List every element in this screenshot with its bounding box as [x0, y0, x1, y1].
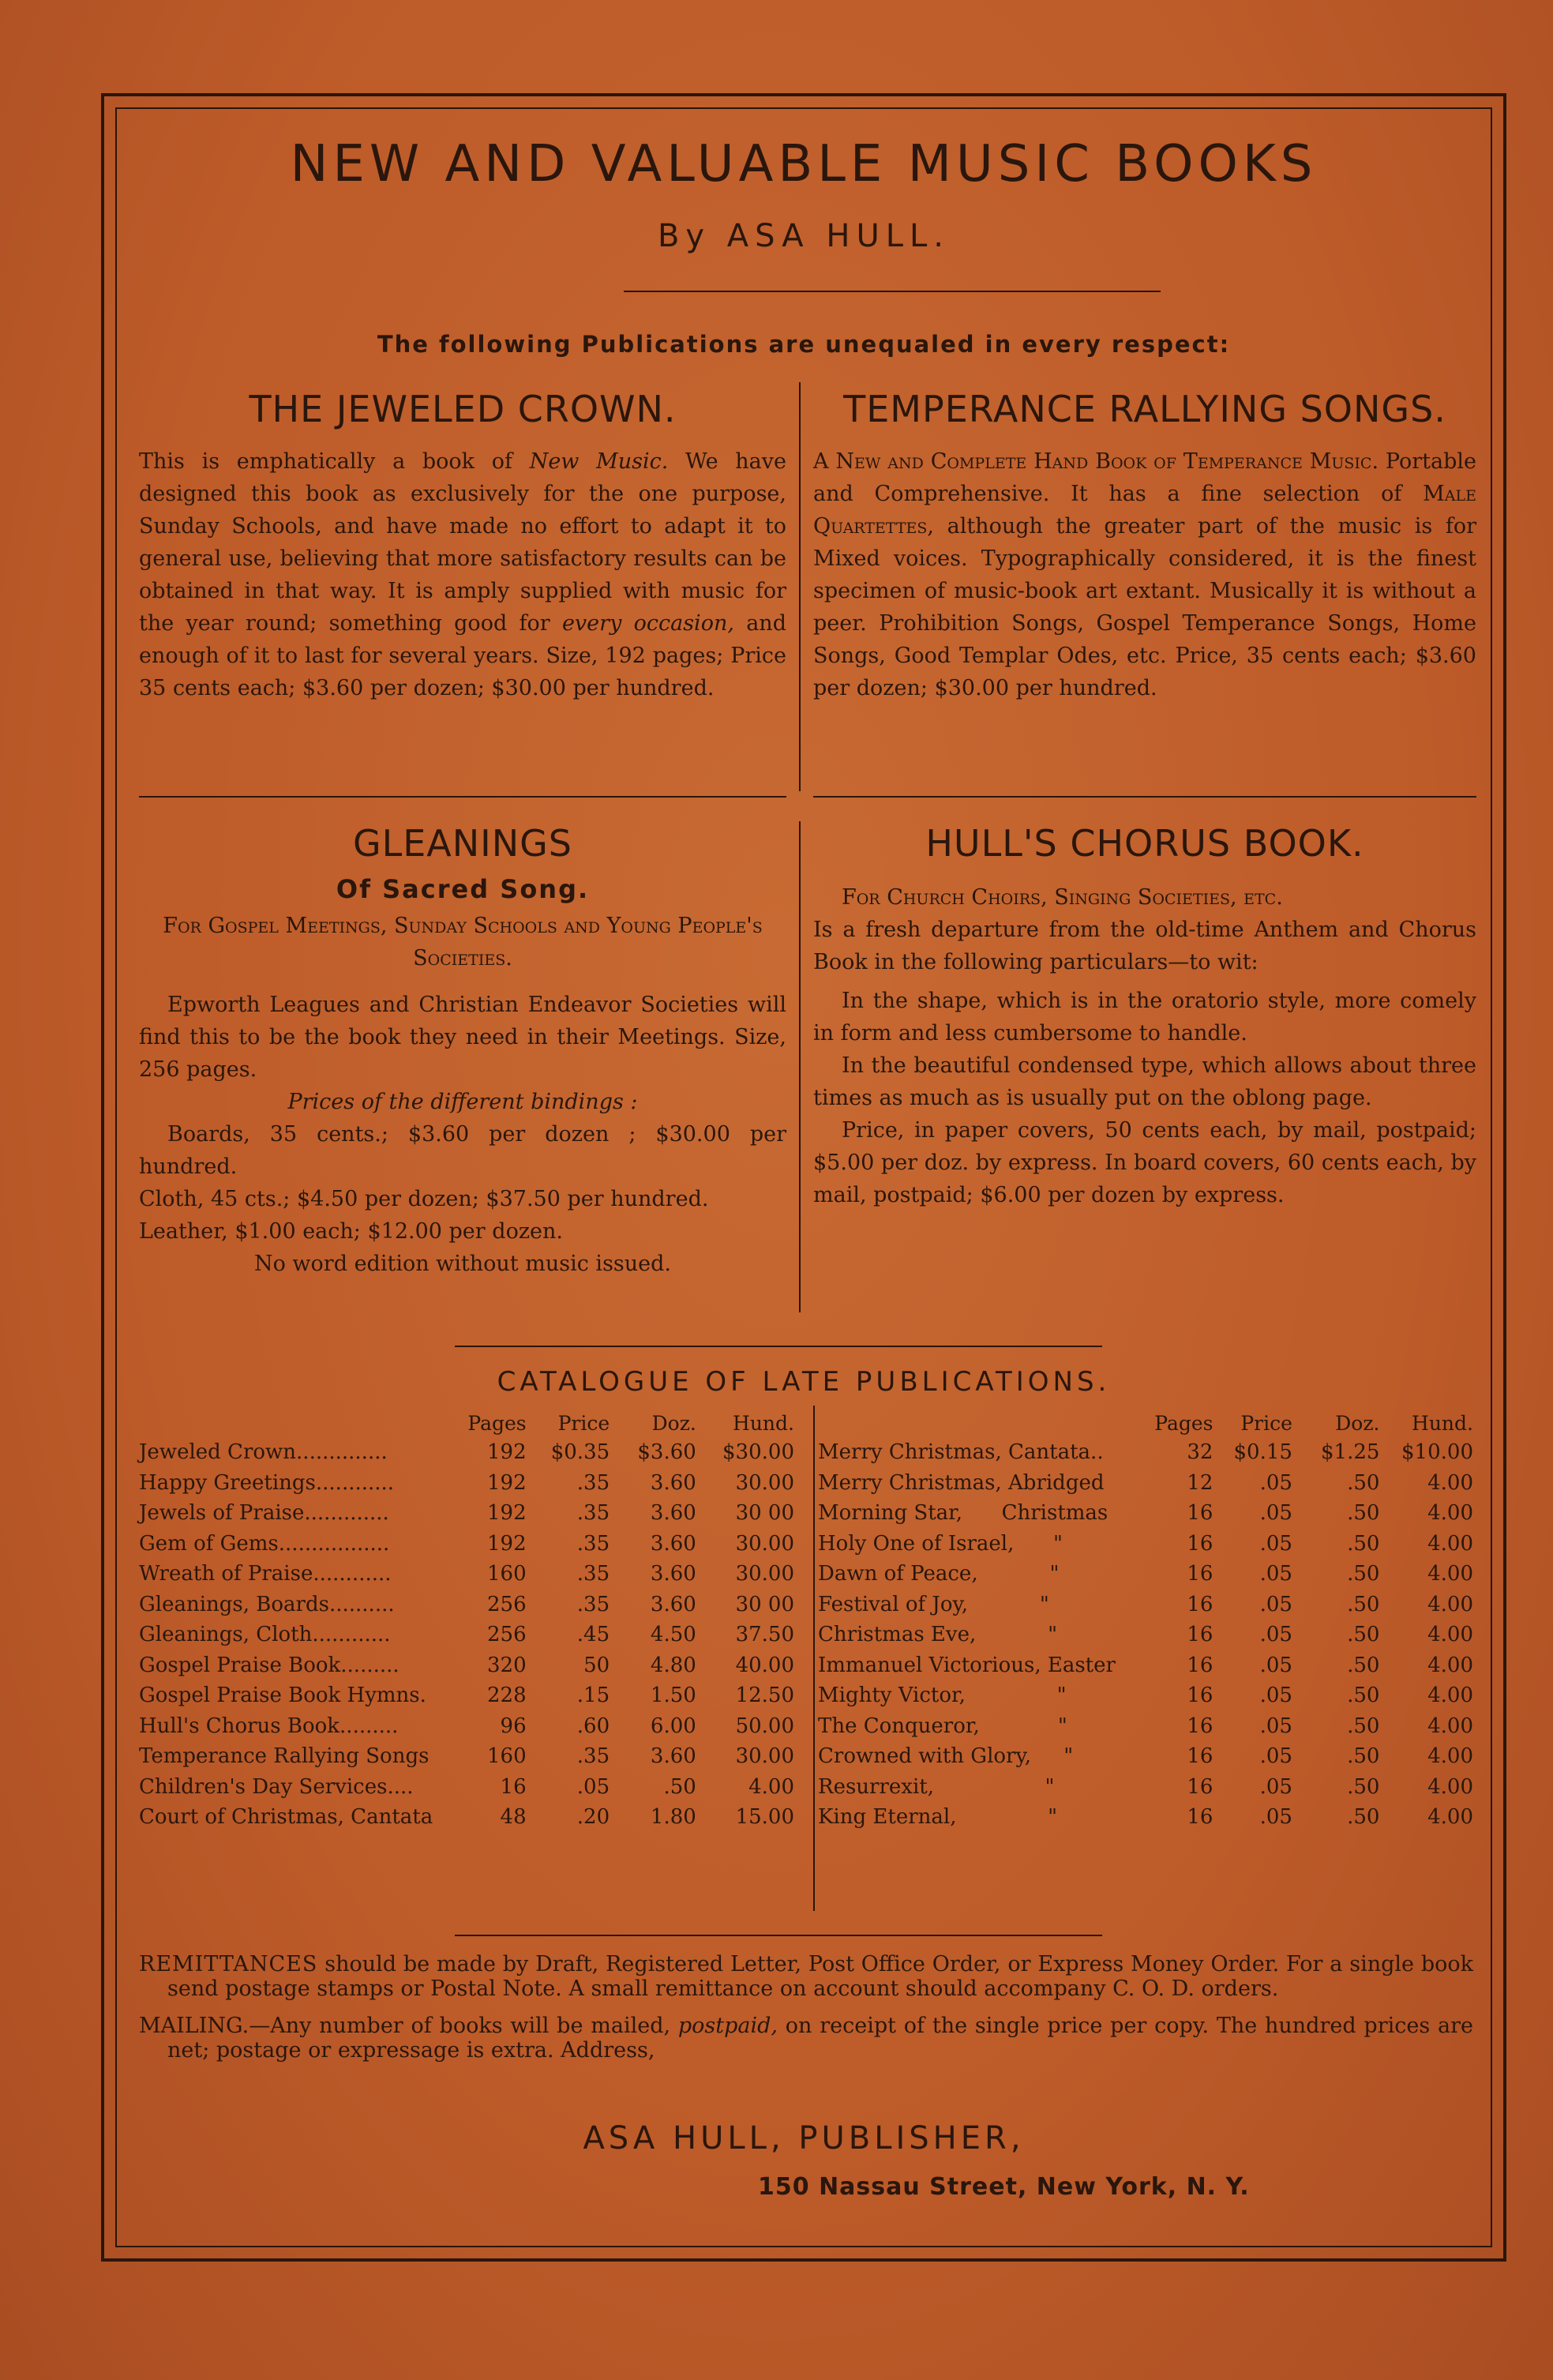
catalogue-row [818, 1802, 1473, 1833]
pages: 228 [487, 1684, 527, 1708]
book-title: Jeweled Crown.............. [139, 1440, 388, 1465]
hundred-price: 30.00 [735, 1470, 794, 1495]
doz-header: Doz. [651, 1411, 696, 1435]
hundred-price: 4.00 [1427, 1714, 1473, 1738]
chorus-book-description: For Church Choirs, Singing Societies, etc. Is a fresh departure from the old-time Anthem and Chorus Book in the following particulars—to wit: In the shape, which is in the oratorio style, more comely in form and less cumbersome to handle. In the beautiful condensed type, which allows about three times as much as is usually put on the oblong page. Price, in paper covers, 50 cents each, by mail, postpaid; $5.00 per doz. by express. In board covers, 60 cents each, by mail, postpaid; $6.00 per dozen by express. [813, 885, 1476, 1207]
catalogue-row [818, 1620, 1473, 1650]
hundred-price: 12.50 [735, 1684, 794, 1708]
hundred-price: 15.00 [735, 1805, 794, 1830]
hundred-price: 30 00 [735, 1592, 794, 1616]
gleanings-prices-heading: Prices of the different bindings : [287, 1090, 638, 1114]
price: .05 [1259, 1531, 1292, 1556]
mailing-note: MAILING.—Any number of books will be mailed, postpaid, on receipt of the single price per copy. The hundred prices are net; postage or expressage is extra. Address, [139, 2014, 1473, 2063]
book-title: Gem of Gems................. [139, 1531, 390, 1556]
book-title: Gleanings, Boards.......... [139, 1592, 395, 1616]
dozen-price: .50 [1347, 1714, 1380, 1738]
book-title: Children's Day Services.... [139, 1774, 414, 1799]
pages-header: Pages [467, 1411, 527, 1435]
pages: 192 [487, 1470, 527, 1495]
catalogue-row [139, 1802, 794, 1833]
catalogue-row [818, 1741, 1473, 1772]
hundred-price: 30 00 [735, 1501, 794, 1526]
book-title: Hull's Chorus Book......... [139, 1714, 399, 1738]
pages-header: Pages [1154, 1411, 1214, 1435]
hundred-price: 4.00 [1427, 1805, 1473, 1830]
hundred-price: 4.00 [1427, 1470, 1473, 1495]
dozen-price: 3.60 [650, 1562, 696, 1586]
pages: 192 [487, 1501, 527, 1526]
footer-rule [455, 1935, 1102, 1936]
pages: 16 [1187, 1684, 1214, 1708]
price: .35 [576, 1501, 610, 1526]
page-title: NEW AND VALUABLE MUSIC BOOKS [290, 135, 1318, 193]
pages: 160 [487, 1562, 527, 1586]
book-title: Gospel Praise Book Hymns. [139, 1684, 426, 1708]
hundred-price: 4.00 [1427, 1592, 1473, 1616]
book-title: Court of Christmas, Cantata [139, 1805, 433, 1830]
dozen-price: 3.60 [650, 1531, 696, 1556]
doz-header: Doz. [1335, 1411, 1380, 1435]
price: .05 [1259, 1501, 1292, 1526]
pages: 16 [1187, 1653, 1214, 1677]
hundred-price: 4.00 [1427, 1623, 1473, 1647]
price: .05 [1259, 1562, 1292, 1586]
catalogue-row [139, 1680, 794, 1711]
dozen-price: .50 [1347, 1470, 1380, 1495]
book-title: Gleanings, Cloth............ [139, 1623, 391, 1647]
dozen-price: .50 [1347, 1623, 1380, 1647]
dozen-price: 3.60 [650, 1592, 696, 1616]
price: 50 [583, 1653, 610, 1677]
catalogue-row [818, 1711, 1473, 1742]
hundred-price: 30.00 [735, 1744, 794, 1769]
pages: 16 [1187, 1501, 1214, 1526]
book-title: Happy Greetings............ [139, 1470, 395, 1495]
price-header: Price [557, 1411, 610, 1435]
hundred-price: 4.00 [1427, 1562, 1473, 1586]
ordering-info [139, 1952, 1473, 2075]
catalogue-row [818, 1437, 1473, 1468]
price: .35 [576, 1592, 610, 1616]
catalogue-title: CATALOGUE OF LATE PUBLICATIONS. [497, 1366, 1111, 1398]
book-title: Wreath of Praise............ [139, 1562, 392, 1586]
dozen-price: $3.60 [637, 1440, 696, 1465]
catalogue-row [139, 1711, 794, 1742]
gleanings-description: Epworth Leagues and Christian Endeavor Societies will find this to be the book they need in their Meetings. Size, 256 pages. Prices of the different bindings : Boards, 35 cents.; $3.60 per dozen ; $30.00 per hundred. Cloth, 45 cts.; $4.50 per dozen; $37.50 per hundred. Leather, $1.00 each; $12.00 per dozen. No word edition without music issued. [139, 989, 786, 1280]
price: .20 [576, 1805, 610, 1830]
hundred-price: 50.00 [735, 1714, 794, 1738]
price: .35 [576, 1531, 610, 1556]
gleanings-boards-price: Boards, 35 cents.; $3.60 per dozen ; $30.00 per hundred. [139, 1122, 786, 1179]
column-divider-middle [799, 821, 801, 1312]
dozen-price: .50 [1347, 1592, 1380, 1616]
publisher-name: ASA HULL, PUBLISHER, [583, 2120, 1025, 2157]
tagline: The following Publications are unequaled in every respect: [377, 331, 1231, 358]
pages: 16 [1187, 1805, 1214, 1830]
book-title: Morning Star, Christmas [818, 1501, 1108, 1526]
book-title: Resurrexit, " [818, 1774, 1055, 1799]
dozen-price: 1.80 [650, 1805, 696, 1830]
catalogue-row [139, 1741, 794, 1772]
pages: 16 [1187, 1592, 1214, 1616]
dozen-price: $1.25 [1321, 1440, 1380, 1465]
catalogue-row [139, 1498, 794, 1529]
pages: 256 [487, 1623, 527, 1647]
pages: 256 [487, 1592, 527, 1616]
hundred-price: 37.50 [735, 1623, 794, 1647]
price: .05 [1259, 1684, 1292, 1708]
dozen-price: 1.50 [650, 1684, 696, 1708]
pages: 16 [1187, 1714, 1214, 1738]
pages: 16 [500, 1774, 527, 1799]
catalogue-row [818, 1650, 1473, 1681]
gleanings-title: GLEANINGS [352, 822, 573, 865]
pages: 16 [1187, 1562, 1214, 1586]
catalogue-row [139, 1772, 794, 1803]
gleanings-cloth-price: Cloth, 45 cts.; $4.50 per dozen; $37.50 per hundred. [139, 1187, 709, 1211]
chorus-rule [813, 796, 1476, 798]
dozen-price: .50 [1347, 1684, 1380, 1708]
book-title: Mighty Victor, " [818, 1684, 1067, 1708]
jeweled-crown-title: THE JEWELED CROWN. [249, 388, 677, 430]
hundred-price: 4.00 [748, 1774, 794, 1799]
dozen-price: 3.60 [650, 1501, 696, 1526]
book-title: King Eternal, " [818, 1805, 1058, 1830]
price: $0.35 [550, 1440, 610, 1465]
pages: 12 [1187, 1470, 1214, 1495]
hund-header: Hund. [733, 1411, 794, 1435]
catalogue-table-left [139, 1409, 794, 1833]
catalogue-row [139, 1529, 794, 1560]
dozen-price: .50 [1347, 1501, 1380, 1526]
pages: 192 [487, 1440, 527, 1465]
dozen-price: .50 [663, 1774, 696, 1799]
catalogue-row [818, 1468, 1473, 1499]
price: .15 [576, 1684, 610, 1708]
catalogue-row [139, 1559, 794, 1590]
dozen-price: 6.00 [650, 1714, 696, 1738]
catalogue-divider [813, 1406, 815, 1911]
pages: 320 [487, 1653, 527, 1677]
price: .45 [576, 1623, 610, 1647]
price: .35 [576, 1562, 610, 1586]
hundred-price: $30.00 [722, 1440, 794, 1465]
temperance-title: TEMPERANCE RALLYING SONGS. [843, 388, 1446, 430]
price: .05 [1259, 1714, 1292, 1738]
price: .05 [1259, 1592, 1292, 1616]
dozen-price: 3.60 [650, 1470, 696, 1495]
book-title: The Conqueror, " [818, 1714, 1067, 1738]
hundred-price: 40.00 [735, 1653, 794, 1677]
dozen-price: .50 [1347, 1531, 1380, 1556]
dozen-price: 4.50 [650, 1623, 696, 1647]
hundred-price: 4.00 [1427, 1501, 1473, 1526]
gleanings-note: No word edition without music issued. [253, 1252, 672, 1276]
book-title: Crowned with Glory, " [818, 1744, 1074, 1769]
hundred-price: 4.00 [1427, 1653, 1473, 1677]
gleanings-audience: For Gospel Meetings, Sunday Schools and Young People's Societies. [163, 914, 763, 970]
dozen-price: 4.80 [650, 1653, 696, 1677]
book-title: Merry Christmas, Cantata.. [818, 1440, 1104, 1465]
book-title: Festival of Joy, " [818, 1592, 1049, 1616]
book-title: Christmas Eve, " [818, 1623, 1058, 1647]
pages: 96 [500, 1714, 527, 1738]
price: .60 [576, 1714, 610, 1738]
book-title: Merry Christmas, Abridged [818, 1470, 1105, 1495]
dozen-price: .50 [1347, 1774, 1380, 1799]
hundred-price: $10.00 [1401, 1440, 1473, 1465]
price: .05 [1259, 1774, 1292, 1799]
hundred-price: 30.00 [735, 1562, 794, 1586]
price: .05 [1259, 1744, 1292, 1769]
book-title: Immanuel Victorious, Easter [818, 1653, 1116, 1677]
pages: 16 [1187, 1744, 1214, 1769]
catalogue-table-right [818, 1409, 1473, 1833]
column-divider-top [799, 382, 801, 791]
dozen-price: 3.60 [650, 1744, 696, 1769]
catalogue-row [139, 1650, 794, 1681]
pages: 48 [500, 1805, 527, 1830]
price: .05 [1259, 1470, 1292, 1495]
catalogue-row [818, 1559, 1473, 1590]
gleanings-leather-price: Leather, $1.00 each; $12.00 per dozen. [139, 1219, 563, 1244]
dozen-price: .50 [1347, 1805, 1380, 1830]
pages: 16 [1187, 1774, 1214, 1799]
gleanings-subtitle: Of Sacred Song. [336, 874, 590, 904]
catalogue-row [818, 1529, 1473, 1560]
pages: 192 [487, 1531, 527, 1556]
book-title: Holy One of Israel, " [818, 1531, 1063, 1556]
dozen-price: .50 [1347, 1744, 1380, 1769]
pages: 32 [1187, 1440, 1214, 1465]
pages: 16 [1187, 1623, 1214, 1647]
price: .05 [1259, 1623, 1292, 1647]
hundred-price: 30.00 [735, 1531, 794, 1556]
catalogue-row [818, 1680, 1473, 1711]
book-title: Jewels of Praise............. [139, 1501, 389, 1526]
catalogue-row [818, 1772, 1473, 1803]
temperance-description: A New and Complete Hand Book of Temperance Music. Portable and Comprehensive. It has a fine selection of Male Quartettes, although the greater part of the music is for Mixed voices. Typographically considered, it is the finest specimen of music-book art extant. Musically it is without a peer. Prohibition Songs, Gospel Temperance Songs, Home Songs, Good Templar Odes, etc. Price, 35 cents each; $3.60 per dozen; $30.00 per hundred. [813, 449, 1477, 700]
title-rule [624, 291, 1161, 292]
dozen-price: .50 [1347, 1653, 1380, 1677]
book-title: Gospel Praise Book......... [139, 1653, 400, 1677]
book-title: Dawn of Peace, " [818, 1562, 1060, 1586]
catalogue-row [818, 1590, 1473, 1620]
hund-header: Hund. [1412, 1411, 1473, 1435]
catalogue-row [818, 1498, 1473, 1529]
price: .05 [1259, 1805, 1292, 1830]
catalogue-row [139, 1590, 794, 1620]
gleanings-rule [139, 796, 786, 798]
catalogue-rule [455, 1346, 1102, 1347]
publisher-address: 150 Nassau Street, New York, N. Y. [758, 2173, 1250, 2201]
remittances-note: REMITTANCES should be made by Draft, Registered Letter, Post Office Order, or Express Money Order. For a single book send postage stamps or Postal Note. A small remittance on account should accompany C. O. D. orders. [139, 1952, 1473, 2001]
chorus-book-title: HULL'S CHORUS BOOK. [925, 822, 1364, 865]
author-byline: By ASA HULL. [657, 218, 951, 254]
pages: 16 [1187, 1531, 1214, 1556]
catalogue-row [139, 1437, 794, 1468]
pages: 160 [487, 1744, 527, 1769]
jeweled-crown-description: This is emphatically a book of New Music. We have designed this book as exclusively for the one purpose, Sunday Schools, and have made no effort to adapt it to general use, believing that more satisfactory results can be obtained in that way. It is amply supplied with music for the year round; something good for every occasion, and enough of it to last for several years. Size, 192 pages; Price 35 cents each; $3.60 per dozen; $30.00 per hundred. [139, 449, 786, 700]
price: .35 [576, 1470, 610, 1495]
catalogue-row [139, 1620, 794, 1650]
hundred-price: 4.00 [1427, 1531, 1473, 1556]
dozen-price: .50 [1347, 1562, 1380, 1586]
price: $0.15 [1233, 1440, 1292, 1465]
hundred-price: 4.00 [1427, 1774, 1473, 1799]
price-header: Price [1240, 1411, 1292, 1435]
book-title: Temperance Rallying Songs [139, 1744, 430, 1769]
hundred-price: 4.00 [1427, 1684, 1473, 1708]
price: .35 [576, 1744, 610, 1769]
catalogue-row [139, 1468, 794, 1499]
hundred-price: 4.00 [1427, 1744, 1473, 1769]
price: .05 [576, 1774, 610, 1799]
price: .05 [1259, 1653, 1292, 1677]
